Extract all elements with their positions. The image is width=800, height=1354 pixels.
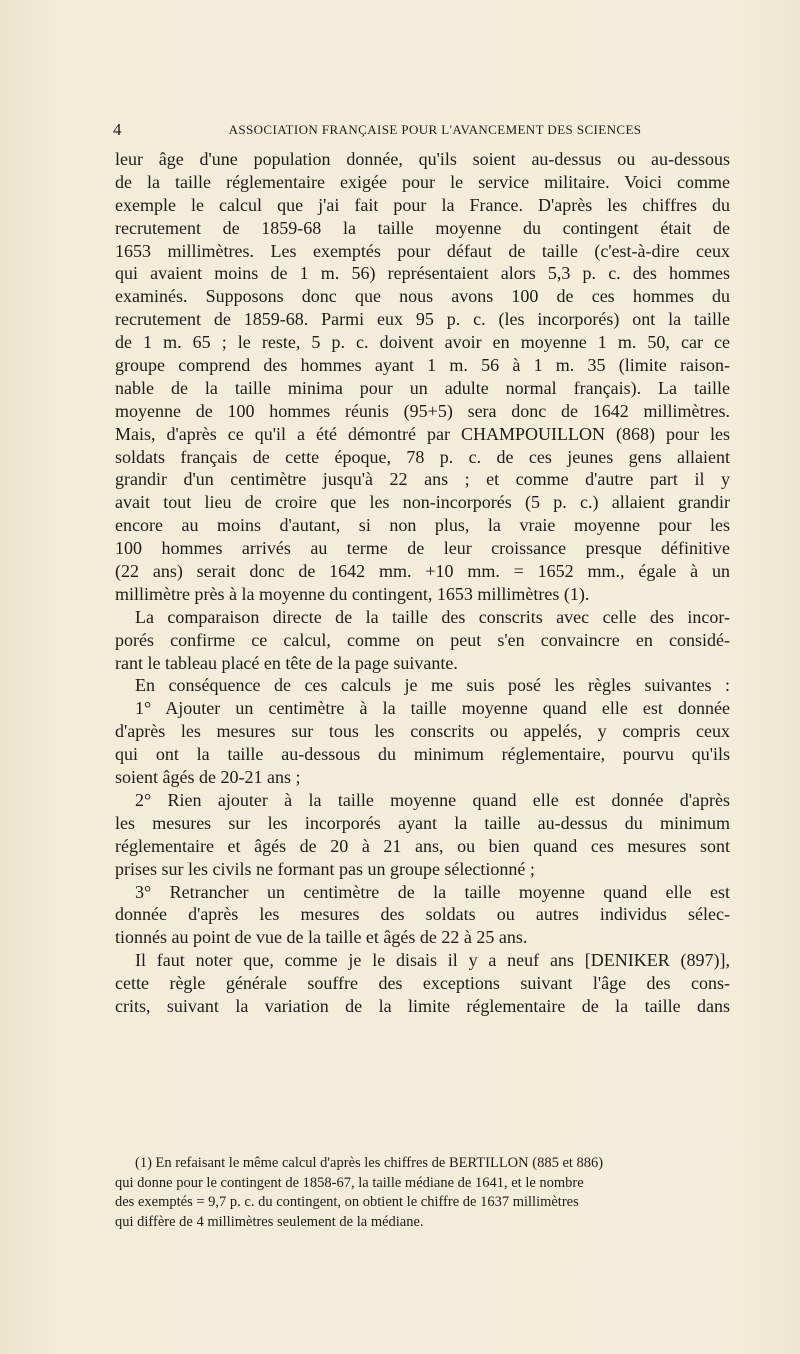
body-line: tionnés au point de vue de la taille et âgés de 22 à 25 ans. — [115, 927, 528, 948]
body-line: soldats français de cette époque, 78 p. c. de ces jeunes gens allaient — [115, 446, 730, 467]
body-line: crits, suivant la variation de la limite réglementaire de la taille dans — [115, 995, 730, 1016]
running-head: ASSOCIATION FRANÇAISE POUR L'AVANCEMENT DES SCIENCES — [228, 122, 642, 137]
body-line: 2° Rien ajouter à la taille moyenne quand elle est donnée d'après — [135, 789, 730, 810]
body-line: encore au moins d'autant, si non plus, la vraie moyenne pour les — [115, 515, 730, 536]
body-line: de la taille réglementaire exigée pour le service militaire. Voici comme — [115, 171, 730, 192]
footnote-line: (1) En refaisant le même calcul d'après les chiffres de BERTILLON (885 et 886) — [135, 1155, 604, 1171]
body-line: leur âge d'une population donnée, qu'ils soient au-dessus ou au-dessous — [115, 149, 730, 169]
body-line: millimètre près à la moyenne du contingent, 1653 millimètres (1). — [115, 583, 590, 604]
body-line: nable de la taille minima pour un adulte normal français). La taille — [115, 377, 730, 398]
body-line: La comparaison directe de la taille des conscrits avec celle des incor- — [135, 606, 730, 627]
page-header — [113, 120, 729, 140]
body-line: 1° Ajouter un centimètre à la taille moyenne quand elle est donnée — [135, 698, 730, 719]
footnote-line: qui donne pour le contingent de 1858-67, la taille médiane de 1641, et le nombre — [115, 1174, 584, 1191]
body-line: grandir d'un centimètre jusqu'à 22 ans ; et comme d'autre part il y — [115, 469, 730, 490]
body-line: 100 hommes arrivés au terme de leur croissance presque définitive — [115, 538, 730, 559]
page-number: 4 — [113, 120, 122, 139]
body-line: qui avaient moins de 1 m. 56) représentaient alors 5,3 p. c. des hommes — [115, 263, 730, 284]
body-line: cette règle générale souffre des exceptions suivant l'âge des cons- — [115, 973, 730, 994]
body-line: Il faut noter que, comme je le disais il y a neuf ans [DENIKER (897)], — [135, 950, 730, 971]
body-line: groupe comprend des hommes ayant 1 m. 56 à 1 m. 35 (limite raison- — [115, 355, 730, 376]
body-line: les mesures sur les incorporés ayant la taille au-dessus du minimum — [115, 812, 730, 833]
body-line: réglementaire et âgés de 20 à 21 ans, ou bien quand ces mesures sont — [115, 835, 730, 856]
body-text — [115, 148, 730, 1018]
body-line: examinés. Supposons donc que nous avons 100 de ces hommes du — [115, 286, 730, 307]
body-line: porés confirme ce calcul, comme on peut s'en convaincre en considé- — [115, 629, 730, 650]
footnote-line: qui diffère de 4 millimètres seulement de la médiane. — [115, 1213, 424, 1230]
body-line: exemple le calcul que j'ai fait pour la France. D'après les chiffres du — [115, 194, 730, 215]
body-line: d'après les mesures sur tous les conscrits ou appelés, y compris ceux — [115, 721, 730, 742]
body-line: 1653 millimètres. Les exemptés pour défaut de taille (c'est-à-dire ceux — [115, 240, 730, 261]
body-line: donnée d'après les mesures des soldats ou autres individus sélec- — [115, 904, 730, 925]
footnote-line: des exemptés = 9,7 p. c. du contingent, on obtient le chiffre de 1637 millimètres — [115, 1194, 579, 1211]
body-line: soient âgés de 20-21 ans ; — [115, 767, 301, 788]
body-line: prises sur les civils ne formant pas un groupe sélectionné ; — [115, 858, 535, 879]
body-line: de 1 m. 65 ; le reste, 5 p. c. doivent avoir en moyenne 1 m. 50, car ce — [115, 332, 730, 353]
body-line: moyenne de 100 hommes réunis (95+5) sera donc de 1642 millimètres. — [115, 400, 730, 421]
body-line: avait tout lieu de croire que les non-incorporés (5 p. c.) allaient grandir — [115, 492, 730, 513]
body-line: Mais, d'après ce qu'il a été démontré par CHAMPOUILLON (868) pour les — [115, 423, 730, 444]
footnotes — [115, 1154, 730, 1232]
body-line: recrutement de 1859-68. Parmi eux 95 p. c. (les incorporés) ont la taille — [115, 309, 730, 330]
body-line: recrutement de 1859-68 la taille moyenne du contingent était de — [115, 217, 730, 238]
body-line: 3° Retrancher un centimètre de la taille moyenne quand elle est — [135, 881, 730, 902]
body-line: rant le tableau placé en tête de la page suivante. — [115, 652, 458, 673]
body-line: qui ont la taille au-dessous du minimum réglementaire, pourvu qu'ils — [115, 744, 730, 765]
body-line: (22 ans) serait donc de 1642 mm. +10 mm. = 1652 mm., égale à un — [115, 561, 730, 582]
body-line: En conséquence de ces calculs je me suis posé les règles suivantes : — [135, 675, 730, 696]
